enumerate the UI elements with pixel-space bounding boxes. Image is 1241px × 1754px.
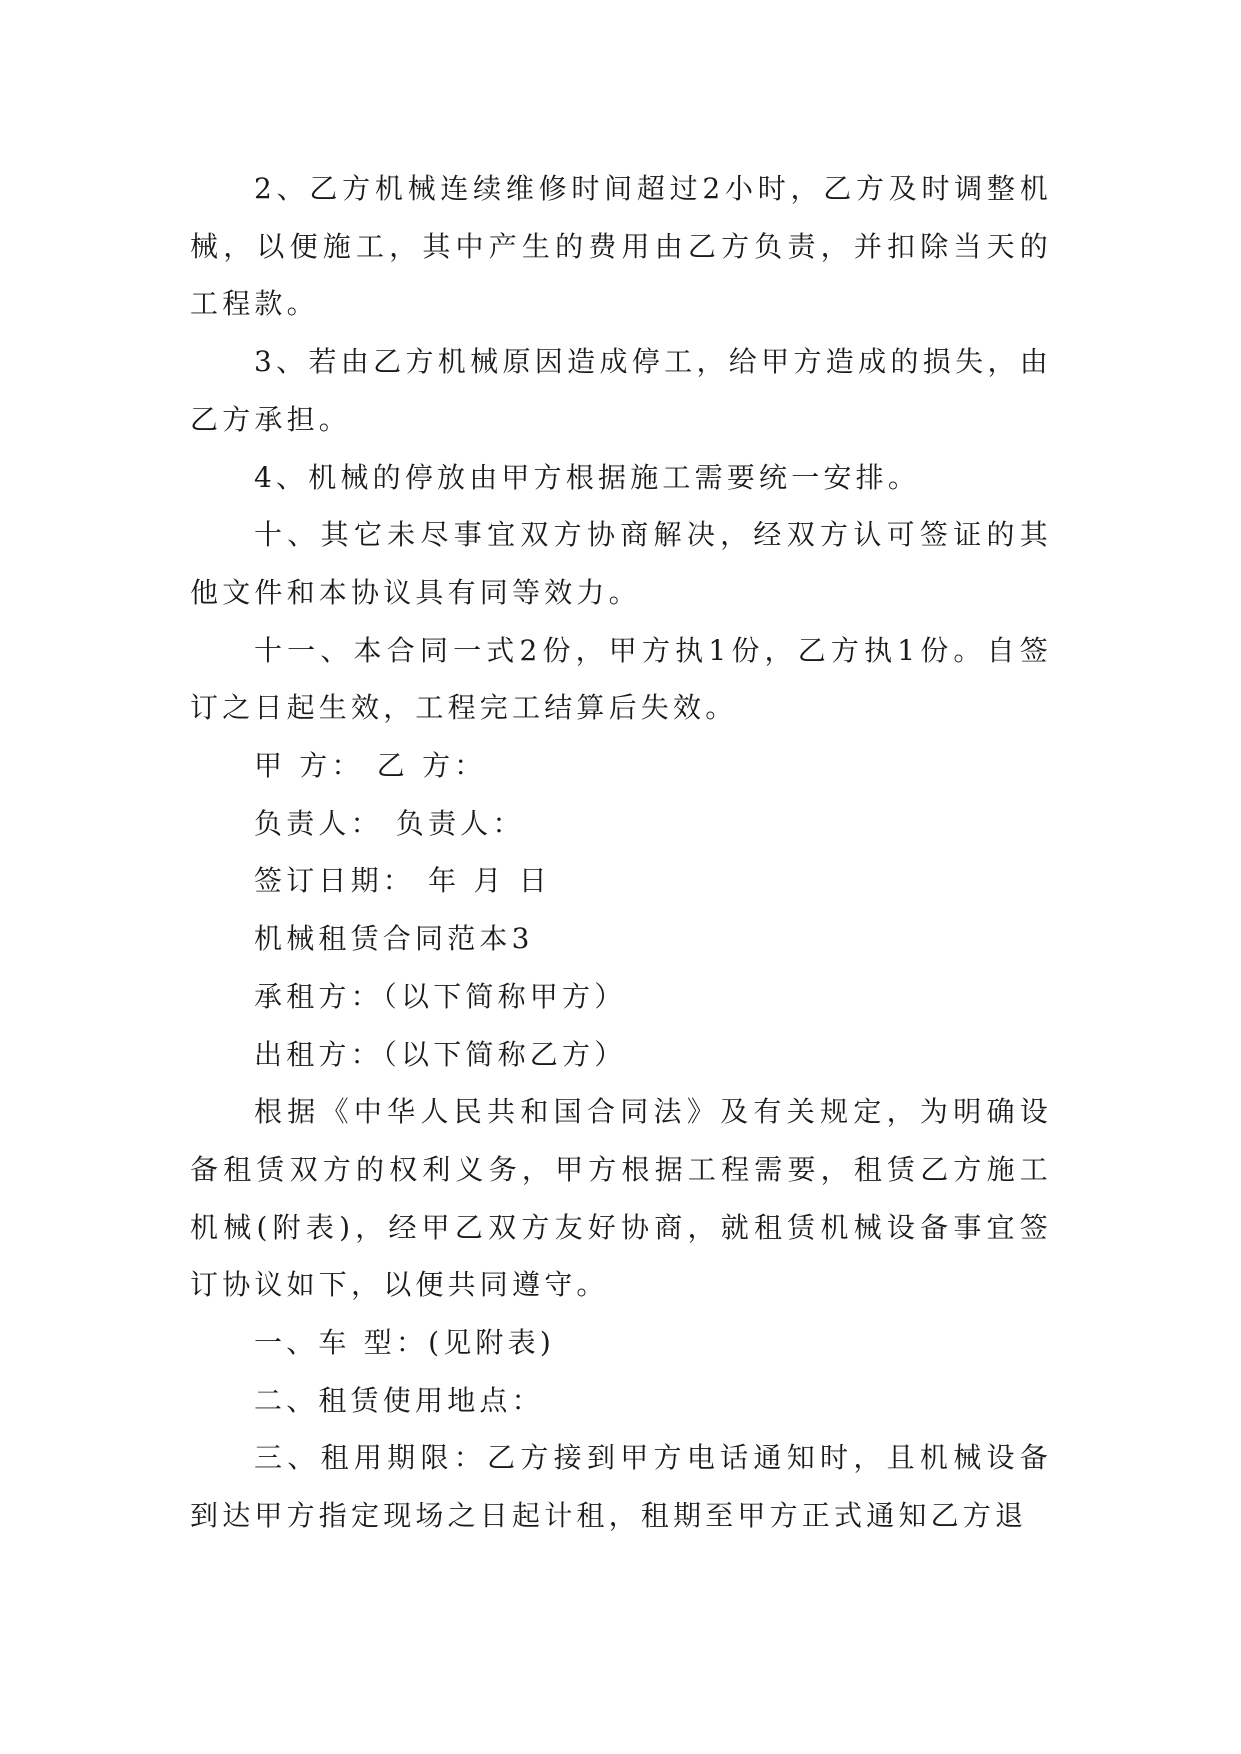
signature-responsible-line: 负责人： 负责人： bbox=[254, 806, 525, 840]
clause-4-parking: 4、机械的停放由甲方根据施工需要统一安排。 bbox=[254, 460, 921, 494]
lessor-line: 出租方：（以下简称乙方） bbox=[254, 1037, 627, 1071]
clause-3-shutdown-loss: 3、若由乙方机械原因造成停工，给甲方造成的损失，由乙方承担。 bbox=[190, 345, 1052, 436]
article-11-copies: 十一、本合同一式2份，甲方执1份，乙方执1份。自签订之日起生效，工程完工结算后失效。 bbox=[190, 633, 1052, 725]
preamble-paragraph: 根据《中华人民共和国合同法》及有关规定，为明确设备租赁双方的权利义务，甲方根据工程需要，租赁乙方施工机械(附表)，经甲乙双方友好协商，就租赁机械设备事宜签订协议如下，以便共同遵守。 bbox=[190, 1095, 1052, 1302]
article-10-other-matters: 十、其它未尽事宜双方协商解决，经双方认可签证的其他文件和本协议具有同等效力。 bbox=[190, 518, 1052, 609]
signature-parties-line: 甲 方： 乙 方： bbox=[254, 749, 487, 783]
document-body bbox=[190, 160, 1052, 1545]
lessee-line: 承租方：（以下简称甲方） bbox=[254, 979, 627, 1013]
article-3-lease-term: 三、租用期限：乙方接到甲方电话通知时，且机械设备到达甲方指定现场之日起计租，租期至甲方正式通知乙方退 bbox=[190, 1441, 1052, 1533]
article-2-location: 二、租赁使用地点： bbox=[254, 1383, 544, 1417]
contract-3-title: 机械租赁合同范本3 bbox=[254, 922, 534, 956]
signature-date-line: 签订日期： 年 月 日 bbox=[254, 864, 551, 898]
clause-2-repair-time: 2、乙方机械连续维修时间超过2小时，乙方及时调整机械，以便施工，其中产生的费用由乙方负责，并扣除当天的工程款。 bbox=[190, 172, 1052, 321]
article-1-vehicle-type: 一、车 型：(见附表) bbox=[254, 1326, 555, 1360]
